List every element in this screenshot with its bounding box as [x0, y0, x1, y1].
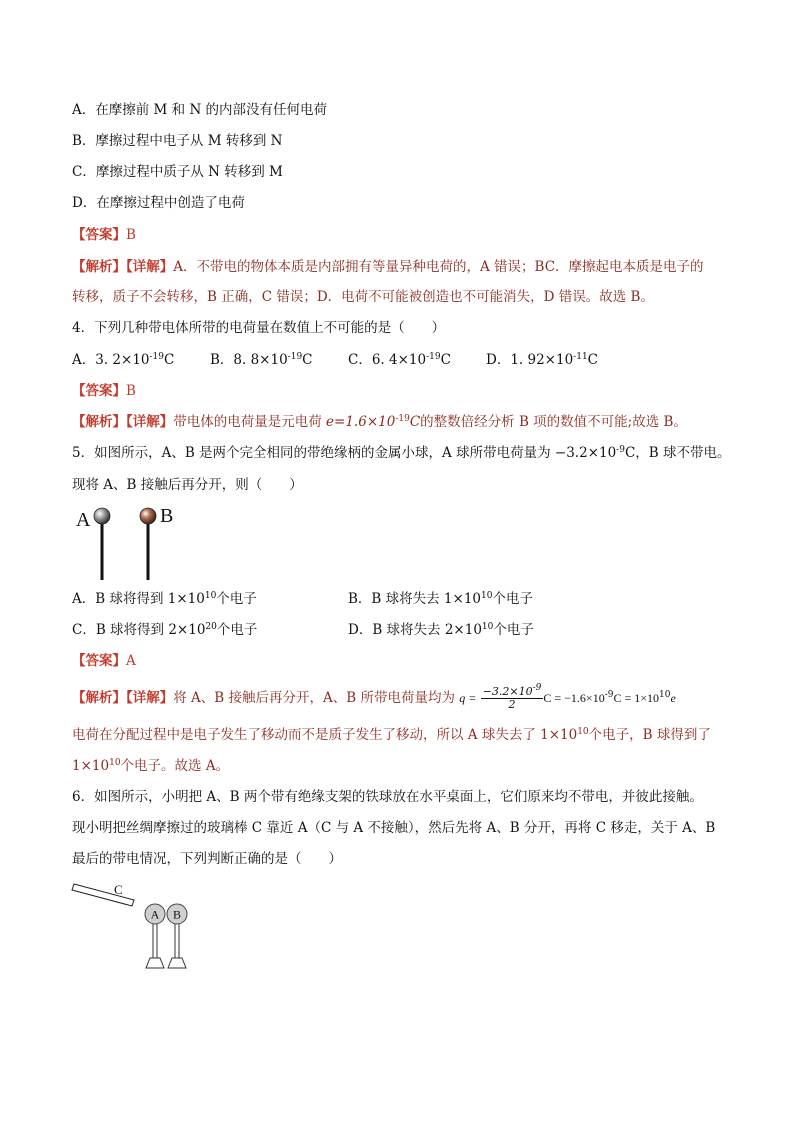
q4-option-c: C．6. $4\times 10^{-19}C$ — [348, 352, 451, 368]
q5-stem-line-1: 5．如图所示，A、B 是两个完全相同的带绝缘柄的金属小球，A 球所带电荷量为 $-3.2\times 10^{-9}C$，B 球不带电。 — [72, 445, 731, 461]
answer-tag: 【答案】 — [72, 653, 126, 669]
q6-stem-line-2: 现小明把丝绸摩擦过的玻璃棒 C 靠近 A（C 与 A 不接触），然后先将 A、B 分开，再将 C 移走，关于 A、B — [72, 820, 716, 836]
q5-option-a: A．B 球将得到 $1\times 10^{10}$个电子 — [72, 591, 257, 607]
q4-option-d: D．1. $92\times 10^{-11}C$ — [486, 352, 599, 368]
answer-value: B — [126, 227, 136, 243]
q3-answer — [72, 225, 136, 245]
sphere-b — [140, 508, 156, 524]
q5-analysis-line-1: 【解析】【详解】将 A、B 接触后再分开，A、B 所带电荷量均为 q = $\frac{-3.2\times 10^{-9}}{2}$ $C = -1.6\times 10^{-9}C = 1\times 10^{10}e$ — [72, 683, 676, 711]
q6-stem-line-3: 最后的带电情况，下列判断正确的是（ ） — [72, 851, 342, 867]
analysis-tag: 【解析】【详解】 — [72, 414, 174, 430]
glass-rod-c — [72, 884, 134, 906]
answer-value: A — [126, 653, 136, 669]
q3-option-d: D．在摩擦过程中创造了电荷 — [72, 195, 245, 211]
q5-analysis-line-2: 电荷在分配过程中是电子发生了移动而不是质子发生了移动，所以 A 球失去了 $1\times 10^{10}$个电子，B 球得到了 — [72, 727, 711, 743]
q5-figure-two-spheres — [72, 502, 192, 586]
q3-option-c: C．摩擦过程中质子从 N 转移到 M — [72, 164, 283, 180]
q5-analysis-line-3: $1\times 10^{10}$个电子。故选 A。 — [72, 758, 230, 774]
q5-answer — [72, 651, 136, 671]
q4-answer — [72, 381, 136, 401]
q3-option-b: B．摩擦过程中电子从 M 转移到 N — [72, 133, 283, 149]
analysis-tag: 【解析】【详解】 — [72, 259, 174, 275]
answer-tag: 【答案】 — [72, 383, 126, 399]
q5-option-c: C．B 球将得到 $2\times 10^{20}$个电子 — [72, 622, 258, 638]
q4-option-b: B．8. $8\times 10^{-19}C$ — [210, 352, 313, 368]
sphere-a — [94, 508, 110, 524]
label-c: C — [114, 882, 123, 897]
answer-value: B — [126, 383, 136, 399]
q5-option-b: B．B 球将失去 $1\times 10^{10}$个电子 — [348, 591, 533, 607]
q4-option-a: A．3. $2\times 10^{-19}C$ — [72, 352, 175, 368]
label-a: A — [76, 509, 91, 531]
q5-option-d: D．B 球将失去 $2\times 10^{10}$个电子 — [348, 622, 534, 638]
q5-stem-line-2: 现将 A、B 接触后再分开，则（ ） — [72, 477, 303, 493]
label-a: A — [150, 907, 160, 922]
q4-stem: 4．下列几种带电体所带的电荷量在数值上不可能的是（ ） — [72, 320, 446, 336]
answer-tag: 【答案】 — [72, 227, 126, 243]
q6-stem-line-1: 6．如图所示，小明把 A、B 两个带有绝缘支架的铁球放在水平桌面上，它们原来均不带电，并彼此接触。 — [72, 789, 703, 805]
fraction: $\frac{-3.2\times 10^{-9}}{2}$ — [482, 683, 542, 711]
q3-option-a: A．在摩擦前 M 和 N 的内部没有任何电荷 — [72, 102, 328, 118]
q4-analysis: 【解析】【详解】带电体的电荷量是元电荷 $e=1.6\times 10^{-19}C$的整数倍经分析 B 项的数值不可能;故选 B。 — [72, 414, 687, 430]
q6-figure-rod-and-spheres — [70, 880, 200, 972]
analysis-tag: 【解析】【详解】 — [72, 690, 174, 706]
q3-analysis-line-1 — [72, 257, 704, 277]
q3-analysis-line-2: 转移，质子不会转移，B 正确，C 错误；D．电荷不可能被创造也不可能消失，D 错误。故选 B。 — [72, 289, 654, 305]
label-b: B — [160, 505, 174, 527]
label-b: B — [172, 907, 182, 922]
analysis-text: A．不带电的物体本质是内部拥有等量异种电荷的，A 错误；BC．摩擦起电本质是电子的 — [173, 259, 704, 275]
